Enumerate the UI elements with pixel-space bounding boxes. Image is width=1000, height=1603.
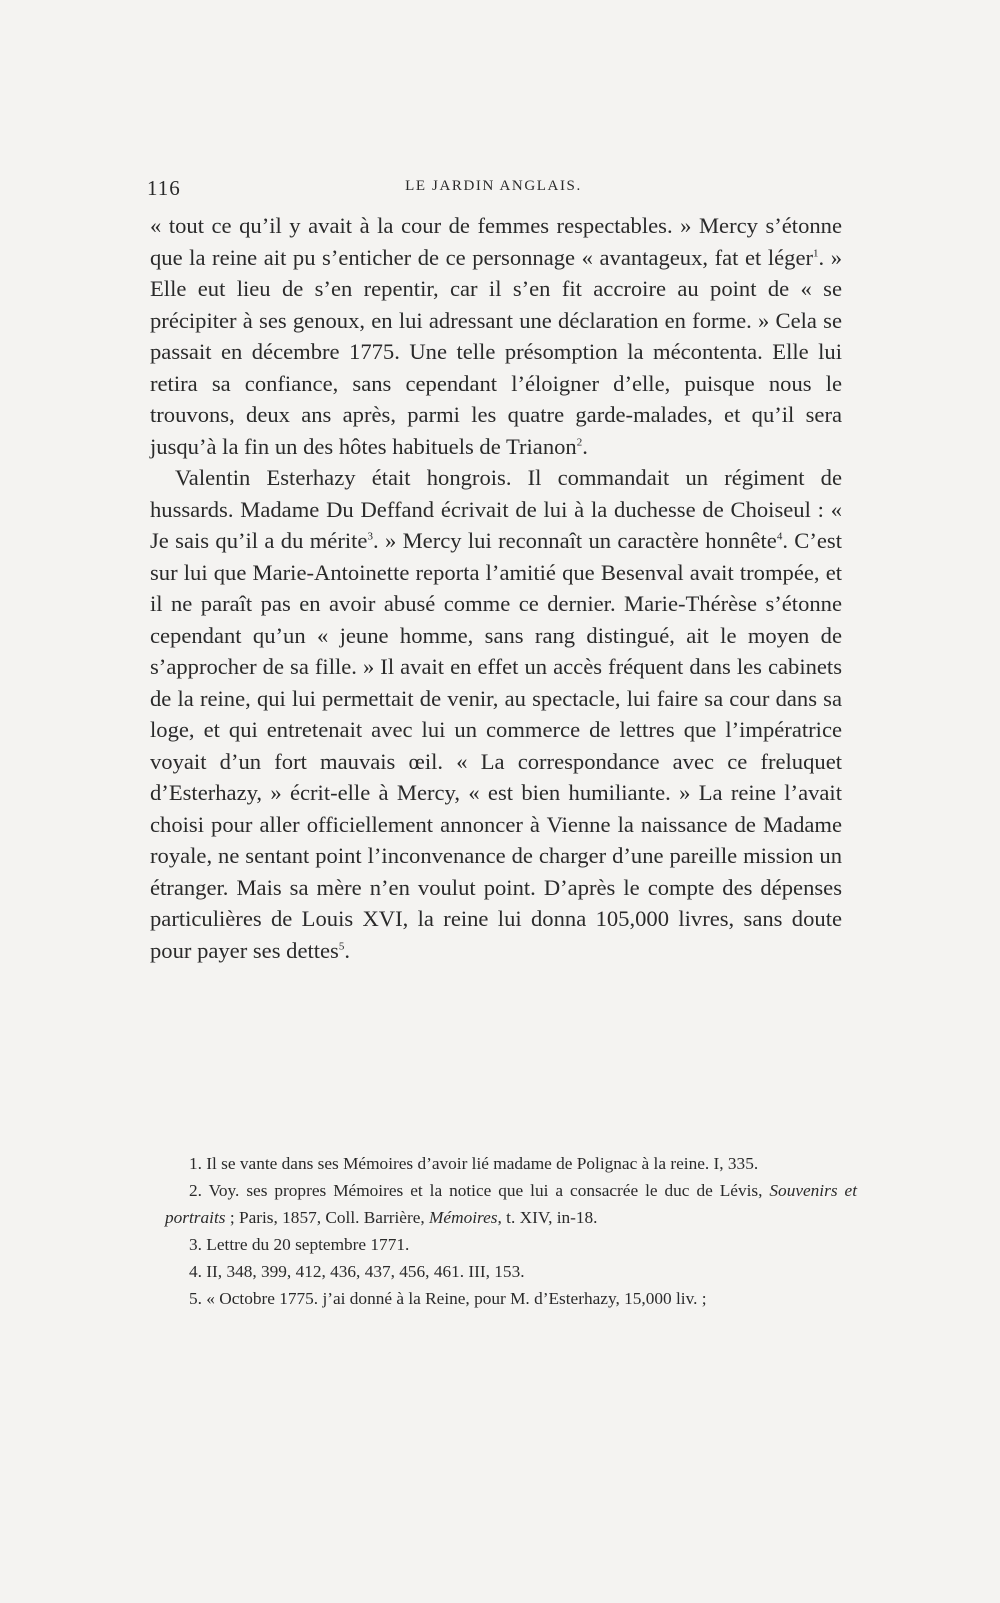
footnote-3 bbox=[165, 1231, 857, 1258]
footnote-4 bbox=[165, 1258, 857, 1285]
footnote-number: 3. bbox=[189, 1235, 202, 1254]
running-head: LE JARDIN ANGLAIS. bbox=[405, 178, 582, 194]
footnote-ref-2: 2 bbox=[576, 435, 583, 448]
footnote-title: Mémoires bbox=[429, 1208, 498, 1227]
footnote-text: Voy. ses propres Mémoires et la notice que lui a consacrée le duc de Lévis, bbox=[208, 1181, 770, 1200]
footnote-5 bbox=[165, 1285, 857, 1312]
footnote-ref-1: 1 bbox=[813, 246, 819, 259]
text-span: . » Mercy lui reconnaît un caractère honnête bbox=[372, 528, 777, 553]
footnote-number: 4. bbox=[189, 1262, 202, 1281]
text-span: . bbox=[582, 433, 588, 459]
footnote-ref-4: 4 bbox=[776, 530, 783, 543]
footnote-number: 1. bbox=[189, 1154, 202, 1173]
text-span: « tout ce qu’il y avait à la cour de femmes respectables. » Mercy s’étonne que la reine ait pu s’enticher de ce personnage « avantageux, fat et léger bbox=[150, 213, 842, 270]
page-number: 116 bbox=[147, 176, 181, 200]
footnote-ref-5: 5 bbox=[338, 939, 345, 952]
paragraph-2 bbox=[150, 462, 842, 966]
main-text bbox=[150, 210, 842, 966]
footnote-text: Lettre du 20 septembre 1771. bbox=[206, 1235, 410, 1254]
page-header bbox=[147, 176, 840, 204]
footnote-title: Souvenirs et portraits bbox=[165, 1181, 857, 1227]
footnote-2 bbox=[165, 1177, 857, 1231]
text-span: . C’est sur lui que Marie-Antoinette reporta l’amitié que Besenval avait trompée, et il ne paraît pas en avoir abusé comme ce dernier. Marie-Thérèse s’étonne cependant qu’un « jeune homme, sans rang distingué, ait le moyen de s’approcher de sa fille. » Il avait en effet un accès fréquent dans les cabinets de la reine, qui lui permettait de venir, au spectacle, lui faire sa cour dans sa loge, et qui entretenait avec lui un commerce de lettres que l’impératrice voyait d’un fort mauvais œil. « La correspondance avec ce freluquet d’Esterhazy, » écrit-elle à Mercy, « est bien humiliante. » La reine l’avait choisi pour aller officiellement annoncer à Vienne la naissance de Madame royale, ne sentant point l’inconvenance de charger d’une pareille mission un étranger. Mais sa mère n’en voulut point. D’après le compte des dépenses particulières de Louis XVI, la reine lui donna 105,000 livres, sans doute pour payer ses dettes bbox=[150, 528, 842, 963]
footnotes bbox=[165, 1150, 857, 1312]
footnote-number: 5. bbox=[189, 1289, 202, 1308]
text-span: Valentin Esterhazy était hongrois. Il commandait un régiment de hussards. Madame Du Deffand écrivait de lui à la duchesse de Choiseul : « Je sais qu’il a du mérite bbox=[150, 465, 842, 553]
text-span: . » Elle eut lieu de s’en repentir, car il s’en fit accroire au point de « se précipiter à ses genoux, en lui adressant une déclaration en forme. » Cela se passait en décembre 1775. Une telle présomption la mécontenta. Elle lui retira sa confiance, sans cependant l’éloigner d’elle, puisque nous le trouvons, deux ans après, parmi les quatre garde-malades, et qu’il sera jusqu’à la fin un des hôtes habituels de Trianon bbox=[150, 244, 843, 459]
footnote-text: ; Paris, 1857, Coll. Barrière, bbox=[225, 1208, 430, 1227]
paragraph-1 bbox=[150, 210, 842, 462]
footnote-text: , t. XIV, in-18. bbox=[497, 1208, 598, 1227]
footnote-text: Il se vante dans ses Mémoires d’avoir lié madame de Polignac à la reine. I, 335. bbox=[206, 1154, 759, 1173]
footnote-1 bbox=[165, 1150, 857, 1177]
footnote-ref-3: 3 bbox=[367, 530, 373, 543]
footnote-text: « Octobre 1775. j’ai donné à la Reine, pour M. d’Esterhazy, 15,000 liv. ; bbox=[206, 1289, 707, 1308]
text-span: . bbox=[344, 937, 351, 963]
footnote-text: II, 348, 399, 412, 436, 437, 456, 461. III, 153. bbox=[206, 1262, 525, 1281]
footnote-number: 2. bbox=[189, 1181, 202, 1200]
